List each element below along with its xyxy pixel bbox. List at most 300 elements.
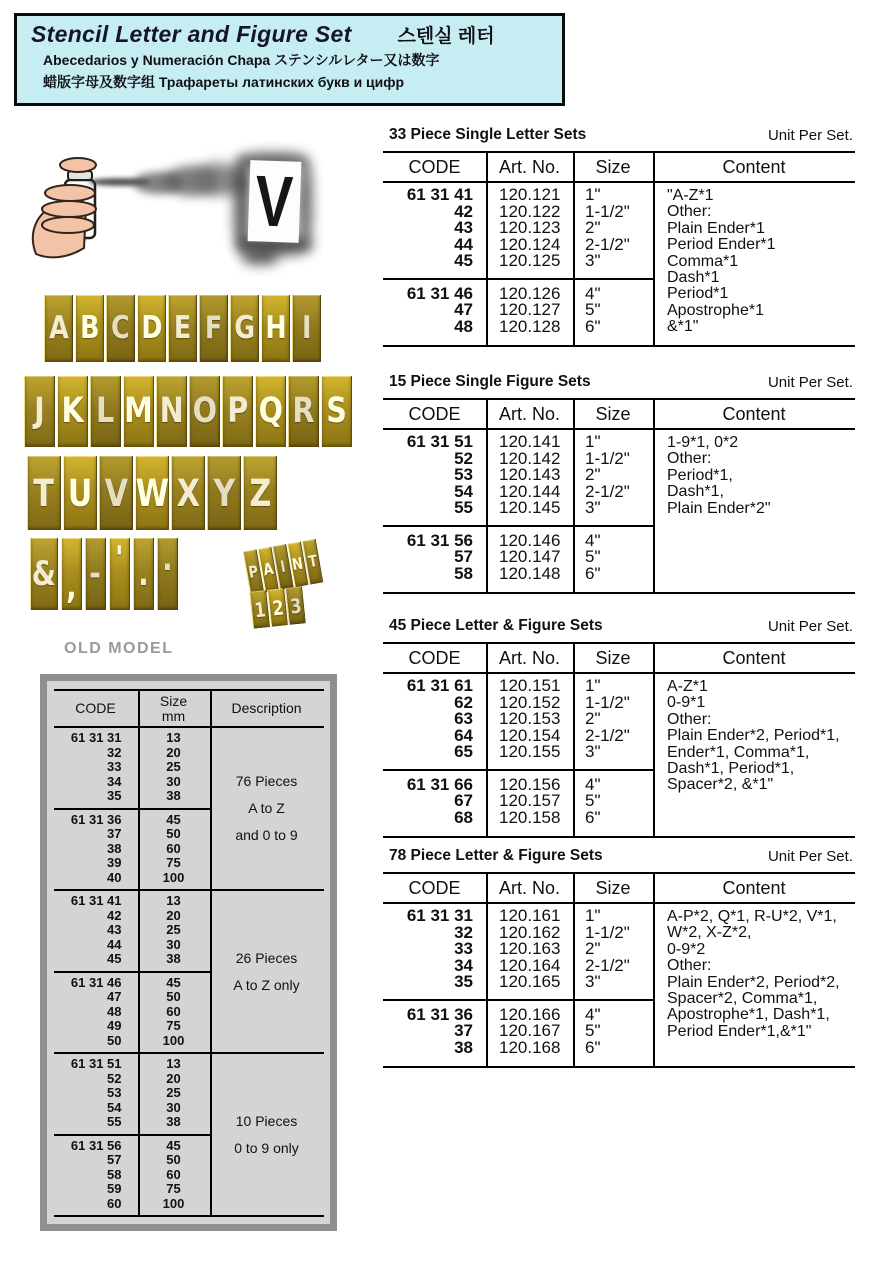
spray-mist-illustration [95, 164, 235, 210]
column-divider [138, 691, 140, 1215]
unit-per-set-label: Unit Per Set. [767, 618, 853, 635]
size-cell: 100 [162, 1032, 185, 1048]
size-cell: 45 [166, 811, 181, 827]
stencil-plate [168, 295, 197, 362]
content-line: Plain Ender*1 [667, 219, 765, 237]
stencil-letter: D [140, 310, 163, 346]
code-cell: 35 [454, 972, 473, 991]
stencil-plate [27, 456, 61, 530]
stencil-plate [207, 456, 241, 530]
stencil-letter: W [135, 471, 169, 515]
table-title-row [383, 373, 855, 391]
content-line: Plain Ender*2" [667, 499, 771, 517]
content-cell [655, 904, 855, 1066]
art-no-cell: 120.164 [499, 955, 561, 975]
brass-stencil-row-t-z [27, 456, 277, 530]
old-model-header-row [54, 691, 324, 728]
code-group [383, 904, 655, 999]
mini-stencil-paint [243, 539, 324, 595]
art-no-cell: 120.158 [499, 807, 561, 827]
size-cell: 6" [585, 807, 601, 827]
code-group [383, 674, 655, 769]
description-cell [210, 1054, 324, 1215]
table-row [54, 976, 210, 991]
table-grid [383, 872, 855, 1068]
description-line: 76 Pieces [235, 773, 298, 789]
art-no-cell: 120.165 [499, 972, 561, 991]
stencil-plate [243, 456, 277, 530]
code-cell: 63 [454, 709, 473, 728]
size-cell: 4" [585, 774, 601, 794]
content-line: A-P*2, Q*1, R-U*2, V*1, [667, 908, 837, 925]
code-cell: 55 [107, 1114, 122, 1129]
code-cell: 65 [454, 742, 473, 761]
code-group [383, 999, 655, 1067]
size-cell: 30 [166, 773, 181, 789]
table-row [54, 827, 210, 842]
size-cell: 38 [166, 788, 181, 803]
content-line: Ender*1, Comma*1, [667, 743, 810, 761]
old-model-body [54, 728, 324, 1215]
stencil-letter: - [89, 554, 102, 594]
code-cell: 52 [107, 1070, 122, 1086]
size-cell: 2-1/2" [585, 234, 630, 254]
stencil-plate [230, 295, 259, 362]
old-model-table [54, 689, 324, 1217]
art-no-cell: 120.147 [499, 547, 561, 566]
size-cell: 3" [585, 498, 601, 517]
page-title-korean: 스텐실 레터 [397, 26, 495, 47]
code-cell: 64 [454, 725, 473, 745]
art-no-cell: 120.161 [499, 906, 561, 925]
code-cell: 61 31 61 [406, 676, 473, 695]
code-cell: 33 [107, 759, 122, 774]
stencil-letter: L [96, 391, 115, 431]
size-cell: 2" [585, 218, 601, 237]
table-row [54, 1034, 210, 1049]
stencil-plate [85, 538, 106, 610]
size-cell: 2-1/2" [585, 481, 630, 501]
table-row [54, 760, 210, 775]
stencil-letter: . [162, 539, 173, 579]
size-cell: 75 [166, 1181, 181, 1196]
stencil-letter: A [48, 310, 69, 346]
code-cell: 48 [454, 316, 473, 336]
code-cell: 61 31 51 [406, 432, 473, 451]
code-cell: 32 [454, 922, 473, 942]
size-cell: 1" [585, 676, 601, 695]
code-columns [383, 904, 655, 1066]
column-header: Content [722, 877, 786, 898]
size-cell: 6" [585, 1037, 601, 1057]
table-row [383, 500, 655, 517]
column-divider [653, 874, 655, 1066]
stencil-letter: 1 [252, 596, 267, 622]
size-cell: 4" [585, 283, 601, 303]
stencil-plate [255, 376, 286, 447]
table-row [54, 1115, 210, 1130]
table-row [54, 746, 210, 761]
code-size-columns [54, 891, 210, 1052]
art-no-cell: 120.145 [499, 498, 561, 517]
content-cell [655, 183, 855, 345]
art-no-cell: 120.126 [499, 283, 561, 303]
subtitle-line-2: 蜡版字母及数字组 Трафареты латинских букв и цифр [43, 74, 405, 90]
content-line: Period Ender*1,&*1" [667, 1022, 812, 1040]
brass-stencil-row-a-i [44, 295, 321, 362]
stencil-letter: I [278, 556, 287, 577]
table-header-row [383, 153, 855, 183]
table-title: 15 Piece Single Figure Sets [389, 373, 591, 390]
column-divider [486, 153, 488, 345]
table-header-row [383, 644, 855, 674]
content-line: Spacer*2, Comma*1, [667, 990, 818, 1008]
description-line: A to Z only [233, 976, 300, 993]
header-banner [14, 13, 565, 106]
art-no-cell: 120.168 [499, 1037, 561, 1057]
stencil-letter: E [173, 310, 192, 346]
code-columns [383, 674, 655, 836]
code-group [54, 891, 210, 971]
old-model-section [54, 728, 324, 889]
code-cell: 68 [454, 807, 473, 827]
unit-per-set-label: Unit Per Set. [767, 374, 853, 391]
table-row [54, 1197, 210, 1212]
table-row [54, 856, 210, 871]
table-row [54, 1072, 210, 1087]
brass-stencil-row-j-s [24, 376, 352, 447]
code-cell: 53 [107, 1085, 122, 1100]
stencil-letter: V [104, 471, 128, 515]
code-group [383, 278, 655, 346]
code-group [54, 1054, 210, 1134]
column-header: CODE [408, 647, 461, 668]
unit-per-set-label: Unit Per Set. [767, 127, 853, 144]
table-title-row [383, 126, 855, 144]
code-cell: 60 [107, 1195, 122, 1211]
stencil-plate [199, 295, 228, 362]
column-header-code: CODE [75, 700, 116, 716]
stencil-letter: P [226, 391, 249, 431]
old-model-label: OLD MODEL [64, 640, 174, 657]
stencil-letter: M [124, 391, 153, 431]
table-row [54, 990, 210, 1005]
stencil-plate [30, 538, 58, 610]
table-row [54, 1057, 210, 1072]
art-no-cell: 120.125 [499, 251, 561, 270]
art-no-cell: 120.124 [499, 234, 561, 254]
stencil-letter: S [326, 391, 347, 431]
mm-label: mm [161, 707, 186, 724]
code-cell: 50 [107, 1032, 122, 1048]
art-no-cell: 120.167 [499, 1021, 561, 1040]
table-row [54, 1168, 210, 1183]
stencil-card-illustration [236, 151, 316, 259]
stencil-plate [99, 456, 133, 530]
column-header: CODE [408, 156, 461, 177]
code-cell: 53 [454, 465, 473, 484]
table-header-row [383, 874, 855, 904]
table-45-piece-letter-figure-sets [383, 617, 855, 838]
overspray [242, 249, 278, 265]
code-cell: 54 [107, 1099, 122, 1115]
code-cell: 61 31 41 [70, 893, 122, 908]
code-cell: 47 [107, 989, 122, 1004]
column-header-description: Description [231, 700, 302, 716]
stencil-letter: F [204, 310, 223, 346]
description-line: 0 to 9 only [234, 1139, 299, 1156]
header-title-row [31, 21, 552, 48]
code-columns [383, 430, 655, 592]
code-group [383, 769, 655, 837]
table-78-piece-letter-figure-sets [383, 847, 855, 1068]
size-cell: 6" [585, 563, 601, 583]
art-no-cell: 120.142 [499, 448, 561, 468]
stencil-plate [123, 376, 154, 447]
table-row [54, 813, 210, 828]
size-cell: 75 [166, 855, 181, 870]
table-row [383, 316, 655, 336]
stencil-letter: K [61, 391, 84, 431]
old-model-section [54, 1052, 324, 1215]
code-group [383, 430, 655, 525]
mini-stencil-123 [249, 586, 306, 628]
code-cell: 37 [107, 826, 122, 841]
stencil-letter: T [306, 551, 319, 572]
stencil-letter: ' [115, 539, 124, 579]
art-no-cell: 120.141 [499, 432, 561, 451]
size-cell: 20 [166, 1070, 181, 1086]
size-cell: 3" [585, 251, 601, 270]
size-cell: 50 [166, 1152, 181, 1167]
code-cell: 49 [107, 1018, 122, 1033]
size-cell: 45 [166, 1137, 181, 1153]
column-divider [486, 400, 488, 592]
size-cell: 5" [585, 547, 601, 566]
code-cell: 43 [454, 218, 473, 237]
size-cell: 13 [166, 1056, 181, 1071]
stencil-plate [285, 586, 306, 625]
size-cell: 1" [585, 185, 601, 204]
stencil-plate [133, 538, 154, 610]
art-no-cell: 120.163 [499, 939, 561, 958]
stencil-letter: Z [248, 471, 272, 515]
description-cell [210, 891, 324, 1052]
content-line: Other: [667, 450, 712, 468]
column-divider [573, 153, 575, 345]
code-cell: 57 [107, 1152, 122, 1167]
stencil-letter: , [66, 567, 77, 607]
stencil-plate [109, 538, 130, 610]
stencil-letter: 3 [288, 593, 303, 619]
code-cell: 61 31 51 [70, 1056, 122, 1071]
size-cell: 100 [162, 869, 185, 885]
stencil-letter: X [176, 471, 200, 515]
table-row [54, 1019, 210, 1034]
stencil-plate [321, 376, 352, 447]
table-grid [383, 398, 855, 594]
size-cell: 50 [166, 989, 181, 1004]
art-no-cell: 120.162 [499, 922, 561, 942]
size-cell: 60 [166, 840, 181, 856]
content-line: 0-9*1 [667, 694, 706, 712]
content-line: 1-9*1, 0*2 [667, 434, 739, 451]
table-title: 45 Piece Letter & Figure Sets [389, 617, 603, 634]
size-cell: 75 [166, 1018, 181, 1033]
content-line: Plain Ender*2, Period*1, [667, 727, 840, 745]
size-cell: 25 [166, 759, 181, 774]
subtitle-line-1: Abecedarios y Numeración Chapa ステンシルレター又は数字 [43, 52, 440, 68]
size-cell: 25 [166, 922, 181, 937]
table-row [383, 807, 655, 827]
code-group [54, 808, 210, 890]
content-line: Other: [667, 203, 712, 221]
content-cell [655, 430, 855, 592]
stencil-letter: Q [258, 391, 283, 431]
stencil-plate [137, 295, 166, 362]
table-body [383, 183, 855, 345]
code-group [54, 1134, 210, 1216]
stencil-letter: N [290, 553, 305, 575]
content-line: 0-9*2 [667, 940, 706, 958]
stencil-plate [292, 295, 321, 362]
content-line: Dash*1 [667, 269, 720, 287]
column-divider [653, 400, 655, 592]
code-cell: 39 [107, 855, 122, 870]
stencil-letter: G [234, 310, 255, 346]
table-row [54, 909, 210, 924]
code-cell: 55 [454, 498, 473, 517]
table-row [54, 923, 210, 938]
table-row [383, 744, 655, 761]
size-cell: 2" [585, 465, 601, 484]
stencil-letter: C [111, 310, 130, 346]
content-line: Other: [667, 710, 712, 728]
content-line: &*1" [667, 318, 699, 336]
code-cell: 42 [454, 201, 473, 221]
size-cell: 38 [166, 951, 181, 966]
table-row [54, 938, 210, 953]
art-no-cell: 120.152 [499, 692, 561, 712]
art-no-cell: 120.148 [499, 563, 561, 583]
stencil-plate [24, 376, 55, 447]
art-no-cell: 120.146 [499, 530, 561, 550]
code-cell: 45 [107, 951, 122, 966]
size-cell: 3" [585, 972, 601, 991]
column-header: Size [595, 647, 631, 668]
stencil-plate [189, 376, 220, 447]
art-no-cell: 120.144 [499, 481, 561, 501]
stencil-letter: H [264, 310, 287, 346]
code-cell: 40 [107, 869, 122, 885]
code-cell: 38 [454, 1037, 473, 1057]
table-33-piece-single-letter-sets [383, 126, 855, 347]
code-cell: 52 [454, 448, 473, 468]
code-cell: 57 [454, 547, 473, 566]
size-cell: 25 [166, 1085, 181, 1100]
table-title: 78 Piece Letter & Figure Sets [389, 847, 603, 864]
code-cell: 34 [454, 955, 473, 975]
code-cell: 43 [107, 922, 122, 937]
table-row [54, 1139, 210, 1154]
stencil-letter: & [31, 554, 57, 594]
code-cell: 58 [107, 1166, 122, 1182]
stencil-letter: I [301, 310, 312, 346]
old-model-frame [40, 674, 337, 1231]
code-cell: 61 31 36 [406, 1004, 473, 1024]
size-cell: 1" [585, 906, 601, 925]
table-row [383, 253, 655, 270]
stencil-card-letter: V [254, 160, 295, 243]
art-no-cell: 120.127 [499, 300, 561, 319]
size-cell: 13 [166, 893, 181, 908]
art-no-cell: 120.154 [499, 725, 561, 745]
size-cell: 1" [585, 432, 601, 451]
stencil-plate [156, 376, 187, 447]
stencil-plate [222, 376, 253, 447]
stencil-letter: A [261, 558, 275, 580]
table-row [54, 1153, 210, 1168]
size-cell: 4" [585, 1004, 601, 1024]
column-divider [573, 644, 575, 836]
content-line: Period*1 [667, 285, 729, 303]
content-line: Apostrophe*1, Dash*1, [667, 1006, 830, 1024]
size-cell: 20 [166, 744, 181, 760]
code-cell: 33 [454, 939, 473, 958]
table-row [383, 1037, 655, 1057]
stencil-plate [157, 538, 178, 610]
code-cell: 48 [107, 1003, 122, 1019]
art-no-cell: 120.155 [499, 742, 561, 761]
code-cell: 61 31 46 [70, 974, 122, 990]
content-line: Apostrophe*1 [667, 301, 764, 319]
stencil-plate [75, 295, 104, 362]
column-header: CODE [408, 877, 461, 898]
table-row [383, 563, 655, 583]
size-cell: 1-1/2" [585, 201, 630, 221]
stencil-plate [288, 376, 319, 447]
column-divider [653, 153, 655, 345]
column-divider [486, 644, 488, 836]
stencil-letter: R [292, 391, 315, 431]
code-cell: 44 [107, 936, 122, 952]
art-no-cell: 120.123 [499, 218, 561, 237]
code-cell: 59 [107, 1181, 122, 1196]
size-cell: 2" [585, 939, 601, 958]
column-header: Size [595, 403, 631, 424]
table-row [54, 871, 210, 886]
size-cell: 1-1/2" [585, 692, 630, 712]
size-cell: 5" [585, 300, 601, 319]
stencil-letter: . [138, 554, 149, 594]
description-line: A to Z [248, 800, 285, 816]
code-cell: 35 [107, 788, 122, 803]
size-cell: 30 [166, 936, 181, 952]
content-cell [655, 674, 855, 836]
size-cell: 45 [166, 974, 181, 990]
size-cell: 38 [166, 1114, 181, 1129]
code-size-columns [54, 1054, 210, 1215]
stencil-letter: P [247, 561, 260, 582]
size-cell: 20 [166, 907, 181, 923]
table-body [383, 430, 855, 592]
content-line: Dash*1, Period*1, [667, 760, 795, 778]
code-cell: 61 31 31 [70, 730, 122, 745]
table-body [383, 674, 855, 836]
table-row [54, 731, 210, 746]
brass-stencil-row-symbols [30, 538, 178, 610]
stencil-plate [90, 376, 121, 447]
